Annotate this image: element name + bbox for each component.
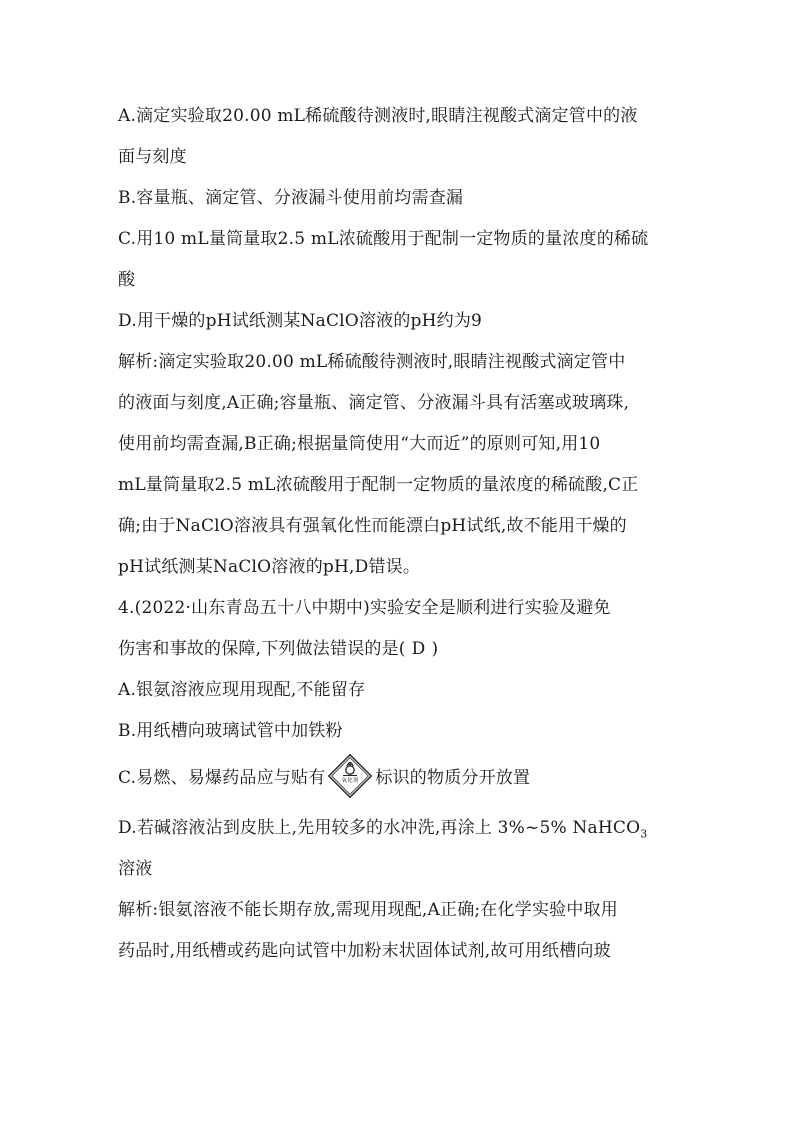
question-close-paren: ) bbox=[431, 639, 439, 659]
q4-option-b: B.用纸槽向玻璃试管中加铁粉 bbox=[118, 721, 343, 741]
document-page bbox=[118, 96, 688, 972]
analysis-line-6: pH试纸测某NaClO溶液的pH,D错误。 bbox=[118, 557, 421, 577]
analysis-line-4: mL量筒量取2.5 mL浓硫酸用于配制一定物质的量浓度的稀硫酸,C正 bbox=[118, 475, 639, 495]
hazard-label: 氧化剂 bbox=[341, 777, 359, 784]
analysis-line-3: 使用前均需查漏,B正确;根据量筒使用“大而近”的原则可知,用10 bbox=[118, 434, 601, 454]
option-d: D.用干燥的pH试纸测某NaClO溶液的pH约为9 bbox=[118, 311, 483, 331]
oxidizer-hazard-icon bbox=[327, 753, 373, 799]
option-c-line-1: C.用10 mL量筒量取2.5 mL浓硫酸用于配制一定物质的量浓度的稀硫 bbox=[118, 229, 649, 249]
q4-option-d-text: D.若碱溶液沾到皮肤上,先用较多的水冲洗,再涂上 3%~5% NaHCO bbox=[118, 818, 641, 838]
option-a-line-1: A.滴定实验取20.00 mL稀硫酸待测液时,眼睛注视酸式滴定管中的液 bbox=[118, 106, 638, 126]
analysis-line-2: 的液面与刻度,A正确;容量瓶、滴定管、分液漏斗具有活塞或玻璃珠, bbox=[118, 393, 630, 413]
q4-analysis-line-1: 解析:银氨溶液不能长期存放,需现用现配,A正确;在化学实验中取用 bbox=[118, 900, 618, 920]
q4-option-c bbox=[118, 752, 688, 804]
question-4-line-1: 4.(2022·山东青岛五十八中期中)实验安全是顺利进行实验及避免 bbox=[118, 598, 611, 618]
q4-option-d-subscript: 3 bbox=[640, 827, 648, 841]
option-b: B.容量瓶、滴定管、分液漏斗使用前均需查漏 bbox=[118, 188, 464, 208]
answer-letter: D bbox=[411, 639, 426, 659]
q4-option-d-line-1 bbox=[118, 808, 688, 849]
option-c-line-2: 酸 bbox=[118, 270, 136, 290]
question-4-line-2 bbox=[118, 629, 688, 670]
q4-option-d-line-2: 溶液 bbox=[118, 859, 153, 879]
analysis-line-5: 确;由于NaClO溶液具有强氧化性而能漂白pH试纸,故不能用干燥的 bbox=[118, 516, 627, 536]
q4-option-c-pre: C.易燃、易爆药品应与贴有 bbox=[118, 768, 326, 788]
q4-option-c-post: 标识的物质分开放置 bbox=[375, 768, 531, 788]
analysis-line-1: 解析:滴定实验取20.00 mL稀硫酸待测液时,眼睛注视酸式滴定管中 bbox=[118, 352, 626, 372]
q4-analysis-line-2: 药品时,用纸槽或药匙向试管中加粉末状固体试剂,故可用纸槽向玻 bbox=[118, 941, 611, 961]
question-stem: 伤害和事故的保障,下列做法错误的是( bbox=[118, 639, 406, 659]
q4-option-a: A.银氨溶液应现用现配,不能留存 bbox=[118, 680, 366, 700]
option-a-line-2: 面与刻度 bbox=[118, 147, 187, 167]
